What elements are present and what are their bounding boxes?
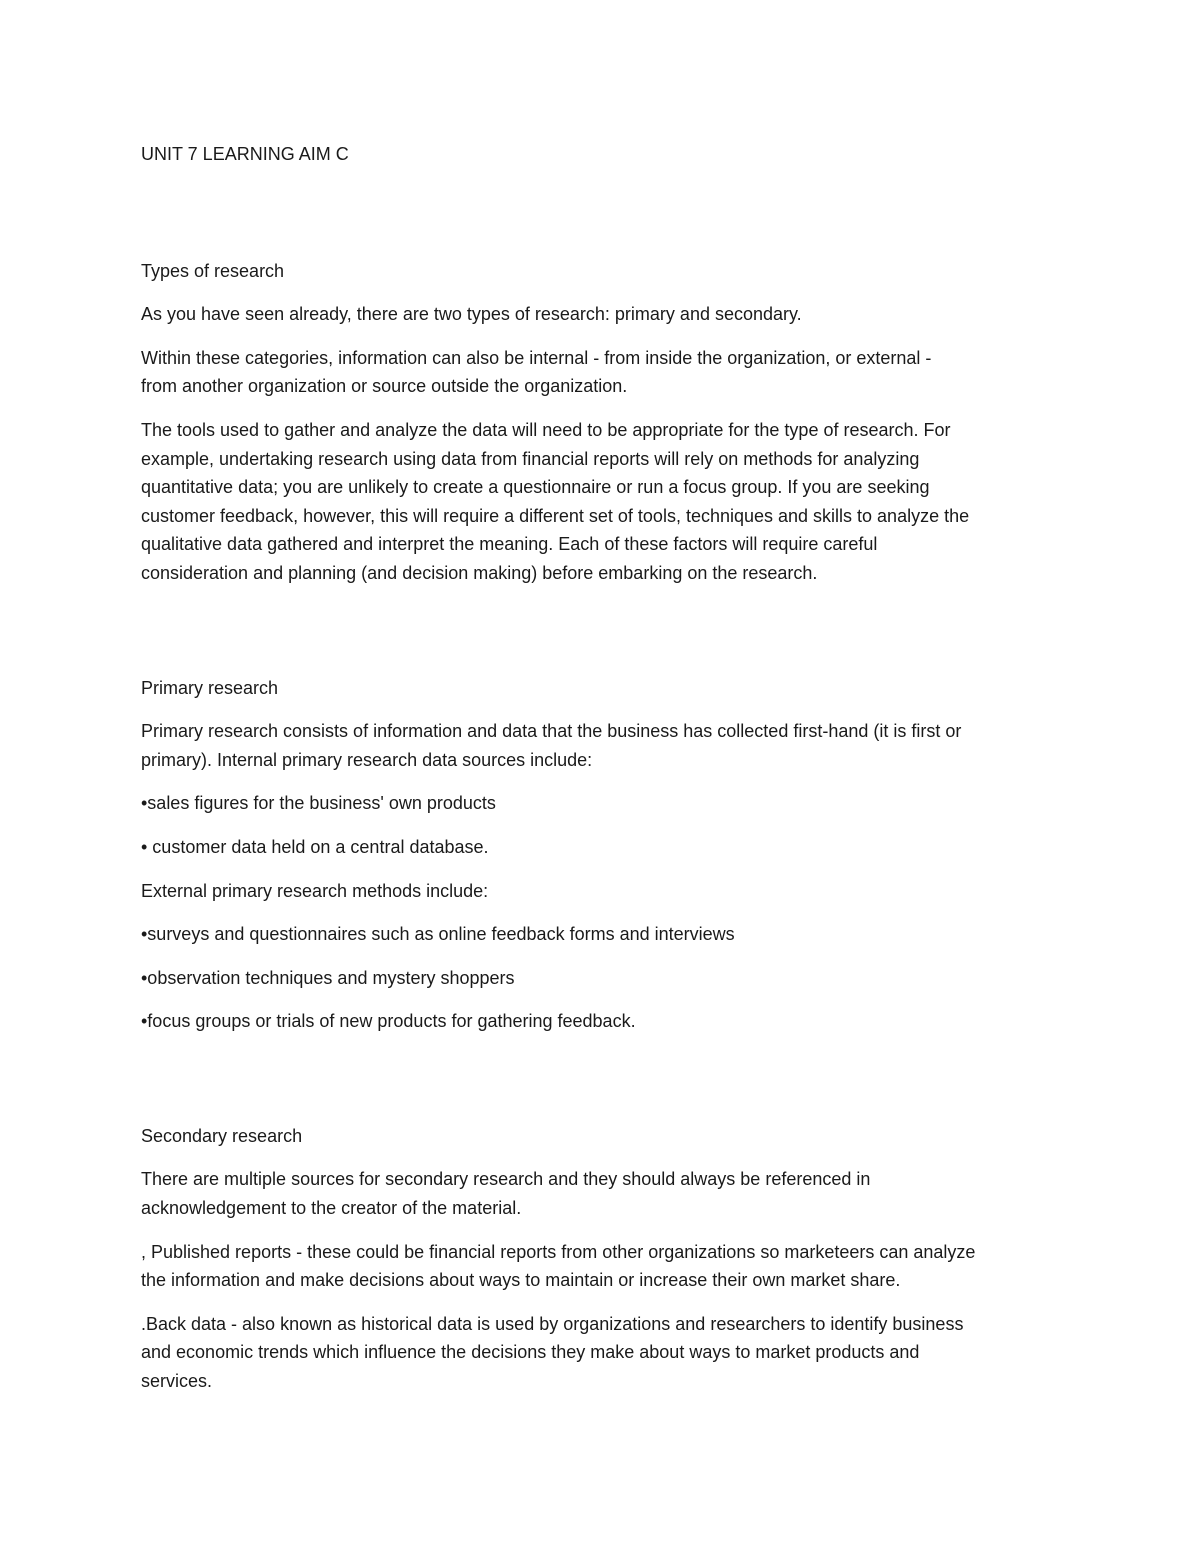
paragraph-line: The tools used to gather and analyze the data will need to be appropriate for the type of research. For — [141, 419, 951, 440]
paragraph-line: services. — [141, 1371, 213, 1392]
paragraph-line: from another organization or source outside the organization. — [141, 376, 628, 397]
paragraph — [141, 1238, 1061, 1295]
paragraph-line: , Published reports - these could be financial reports from other organizations so marketeers can analyze — [141, 1241, 976, 1262]
section-heading: Secondary research — [141, 1125, 303, 1146]
document-body — [141, 140, 1061, 1411]
section-types-of-research — [141, 257, 1061, 588]
list-item: •observation techniques and mystery shoppers — [141, 967, 515, 988]
paragraph-line: External primary research methods include: — [141, 880, 489, 901]
paragraph-line: .Back data - also known as historical data is used by organizations and researchers to identify business — [141, 1313, 964, 1334]
paragraph-line: acknowledgement to the creator of the material. — [141, 1198, 522, 1219]
list-item: •surveys and questionnaires such as online feedback forms and interviews — [141, 924, 735, 945]
paragraph-line: Within these categories, information can also be internal - from inside the organization, or external - — [141, 347, 932, 368]
paragraph-line: There are multiple sources for secondary research and they should always be referenced in — [141, 1169, 871, 1190]
paragraph — [141, 416, 1061, 588]
paragraph — [141, 717, 1061, 774]
section-primary-research — [141, 674, 1061, 1036]
paragraph-line: As you have seen already, there are two types of research: primary and secondary. — [141, 304, 802, 325]
section-heading: Types of research — [141, 260, 285, 281]
paragraph-line: qualitative data gathered and interpret the meaning. Each of these factors will require careful — [141, 534, 878, 555]
paragraph — [141, 300, 1061, 329]
section-secondary-research — [141, 1122, 1061, 1396]
paragraph — [141, 344, 1061, 401]
paragraph-line: Primary research consists of information and data that the business has collected first-hand (it is first or — [141, 721, 962, 742]
section-heading: Primary research — [141, 677, 279, 698]
paragraph-line: customer feedback, however, this will require a different set of tools, techniques and skills to analyze the — [141, 505, 970, 526]
list-item: •sales figures for the business' own products — [141, 793, 496, 814]
paragraph — [141, 1165, 1061, 1222]
paragraph-line: example, undertaking research using data from financial reports will rely on methods for analyzing — [141, 448, 920, 469]
list-item: • customer data held on a central database. — [141, 836, 489, 857]
paragraph-line: the information and make decisions about ways to maintain or increase their own market share. — [141, 1270, 901, 1291]
list-item: •focus groups or trials of new products for gathering feedback. — [141, 1011, 636, 1032]
paragraph-line: quantitative data; you are unlikely to create a questionnaire or run a focus group. If you are seeking — [141, 477, 930, 498]
paragraph-line: primary). Internal primary research data sources include: — [141, 749, 593, 770]
paragraph — [141, 1310, 1061, 1396]
document-title: UNIT 7 LEARNING AIM C — [141, 144, 349, 164]
paragraph-line: consideration and planning (and decision making) before embarking on the research. — [141, 562, 818, 583]
paragraph-line: and economic trends which influence the decisions they make about ways to market products and — [141, 1342, 920, 1363]
